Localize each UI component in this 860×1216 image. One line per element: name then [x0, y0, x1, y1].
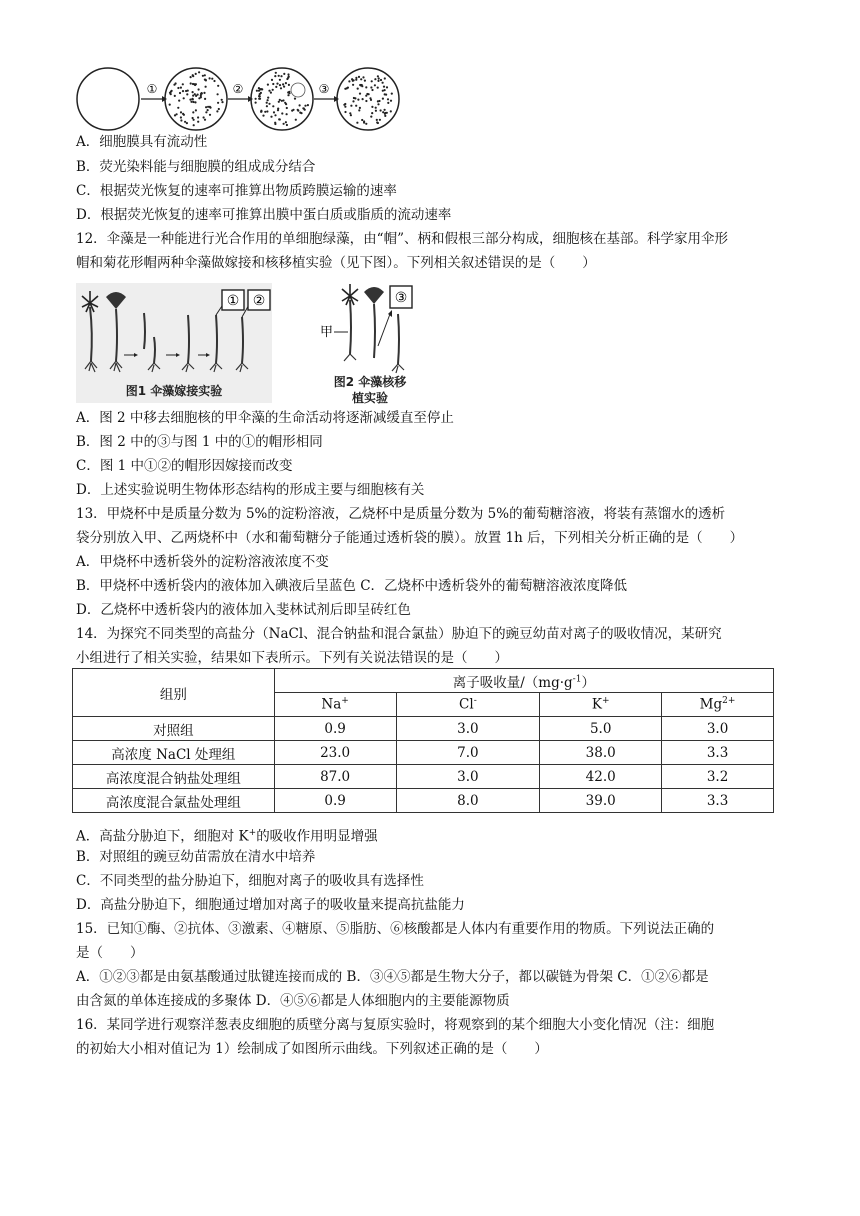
graft-arrow-3 [198, 353, 210, 357]
q14-option-d: D．高盐分胁迫下，细胞通过增加对离子的吸收量来提高抗盐能力 [76, 897, 465, 913]
ion-k: K+ [540, 693, 662, 717]
q12-figure-1-grafting [76, 283, 272, 403]
q11-option-a: A．细胞膜具有流动性 [76, 134, 208, 150]
q16-line-2: 的初始大小相对值记为 1）绘制成了如图所示曲线。下列叙述正确的是（ ） [76, 1041, 548, 1057]
header-group: 组别 [73, 669, 275, 717]
step-label-2: ② [232, 82, 244, 96]
step-label-1: ① [146, 82, 158, 96]
q11-membrane-figure [76, 66, 406, 132]
q12-figure-2-transplant [318, 280, 424, 408]
circle-recovered [337, 68, 399, 130]
step-label-3: ③ [318, 82, 330, 96]
q11-option-c: C．根据荧光恢复的速率可推算出物质跨膜运输的速率 [76, 183, 397, 199]
ion-mg: $Mg^{2+}$ [662, 693, 774, 717]
figure-1-caption: 图1 伞藻嫁接实验 [125, 384, 223, 398]
q13-stem-line-2: 袋分别放入甲、乙两烧杯中（水和葡萄糖分子能通过透析袋的膜）。放置 1h 后，下列相关分析正确的是（ ） [76, 530, 744, 546]
q15-line-1: 15．已知①酶、②抗体、③激素、④糖原、⑤脂肪、⑥核酸都是人体内有重要作用的物质。下列说法正确的 [76, 921, 715, 937]
q13-option-a: A．甲烧杯中透析袋外的淀粉溶液浓度不变 [76, 554, 329, 570]
q14-option-b: B．对照组的豌豆幼苗需放在清水中培养 [76, 849, 316, 865]
stalk-pair-2 [182, 315, 194, 372]
q13-option-d: D．乙烧杯中透析袋内的液体加入斐林试剂后即呈砖红色 [76, 602, 411, 618]
grafted-algae [210, 303, 250, 372]
q11-option-d: D．根据荧光恢复的速率可推算出膜中蛋白质或脂质的流动速率 [76, 207, 452, 223]
circle-stained [165, 68, 227, 130]
q14-stem-line-2: 小组进行了相关实验，结果如下表所示。下列有关说法错误的是（ ） [76, 650, 508, 666]
table-header-row [73, 669, 774, 693]
q14-stem-line-1: 14．为探究不同类型的高盐分（NaCl、混合钠盐和混合氯盐）胁迫下的豌豆幼苗对离子的吸收情况，某研究 [76, 626, 722, 642]
result-label-3: ③ [394, 290, 408, 306]
q14-option-a: A．高盐分胁迫下，细胞对 K+的吸收作用明显增强 [76, 828, 378, 845]
graft-arrow-1 [124, 353, 138, 357]
table-row: 对照组 0.9 3.0 5.0 3.0 [73, 717, 774, 741]
arrow-1 [141, 82, 167, 102]
q12-option-b: B．图 2 中的③与图 1 中的①的帽形相同 [76, 434, 323, 450]
ion-cl: Cl- [396, 693, 540, 717]
table-row: 高浓度混合氯盐处理组 0.9 8.0 39.0 3.3 [73, 789, 774, 813]
q12-option-c: C．图 1 中①②的帽形因嫁接而改变 [76, 458, 293, 474]
q14-option-c: C．不同类型的盐分胁迫下，细胞对离子的吸收具有选择性 [76, 873, 424, 889]
marker-jia: 甲 [320, 325, 334, 340]
result-label-2: ② [252, 293, 266, 309]
q12-stem-line-1: 12．伞藻是一种能进行光合作用的单细胞绿藻，由“帽”、柄和假根三部分构成，细胞核在基部。科学家用伞形 [76, 231, 728, 247]
transplant-arrow [378, 310, 392, 346]
arrow-3 [314, 82, 339, 102]
figure-2-caption-line-2: 植实验 [351, 391, 389, 405]
resulting-alga [392, 314, 404, 373]
chrysanthemum-cap-alga-jia [342, 284, 358, 361]
chrysanthemum-cap-alga [82, 291, 98, 372]
q13-stem-line-1: 13．甲烧杯中是质量分数为 5%的淀粉溶液，乙烧杯中是质量分数为 5%的葡萄糖溶液，将装有蒸馏水的透析 [76, 506, 726, 522]
ion-na: Na+ [274, 693, 396, 717]
umbrella-cap-alga [106, 292, 126, 372]
result-label-1: ① [226, 293, 240, 309]
ion-absorption-table [72, 668, 774, 813]
stalk-pair-1 [144, 313, 160, 372]
circle-bleached [251, 68, 313, 130]
q12-option-a: A．图 2 中移去细胞核的甲伞藻的生命活动将逐渐减缓直至停止 [76, 410, 454, 426]
table-row: 高浓度混合钠盐处理组 87.0 3.0 42.0 3.2 [73, 765, 774, 789]
q15-line-2: 是（ ） [76, 945, 144, 961]
q16-line-1: 16．某同学进行观察洋葱表皮细胞的质壁分离与复原实验时，将观察到的某个细胞大小变化情况（注：细胞 [76, 1017, 715, 1033]
table-row: 高浓度 NaCl 处理组 23.0 7.0 38.0 3.3 [73, 741, 774, 765]
q12-stem-line-2: 帽和菊花形帽两种伞藻做嫁接和核移植实验（见下图）。下列相关叙述错误的是（ ） [76, 255, 596, 271]
q11-option-b: B．荧光染料能与细胞膜的组成成分结合 [76, 159, 316, 175]
circle-unlabeled [77, 68, 139, 130]
q15-line-3: A．①②③都是由氨基酸通过肽键连接而成的 B．③④⑤都是生物大分子，都以碳链为骨架 C．①②⑥都是 [76, 969, 709, 985]
q13-option-b-c: B．甲烧杯中透析袋内的液体加入碘液后呈蓝色 C．乙烧杯中透析袋外的葡萄糖溶液浓度降低 [76, 578, 628, 594]
q12-option-d: D．上述实验说明生物体形态结构的形成主要与细胞核有关 [76, 482, 425, 498]
figure-2-caption-line-1: 图2 伞藻核移 [333, 375, 407, 389]
q15-line-4: 由含氮的单体连接成的多聚体 D．④⑤⑥都是人体细胞内的主要能源物质 [76, 993, 510, 1009]
header-absorption: 离子吸收量$/(mg\cdot g^{-1})$ [274, 669, 773, 693]
arrow-2 [228, 82, 253, 102]
graft-arrow-2 [166, 353, 180, 357]
umbrella-cap-alga-2 [364, 287, 384, 358]
